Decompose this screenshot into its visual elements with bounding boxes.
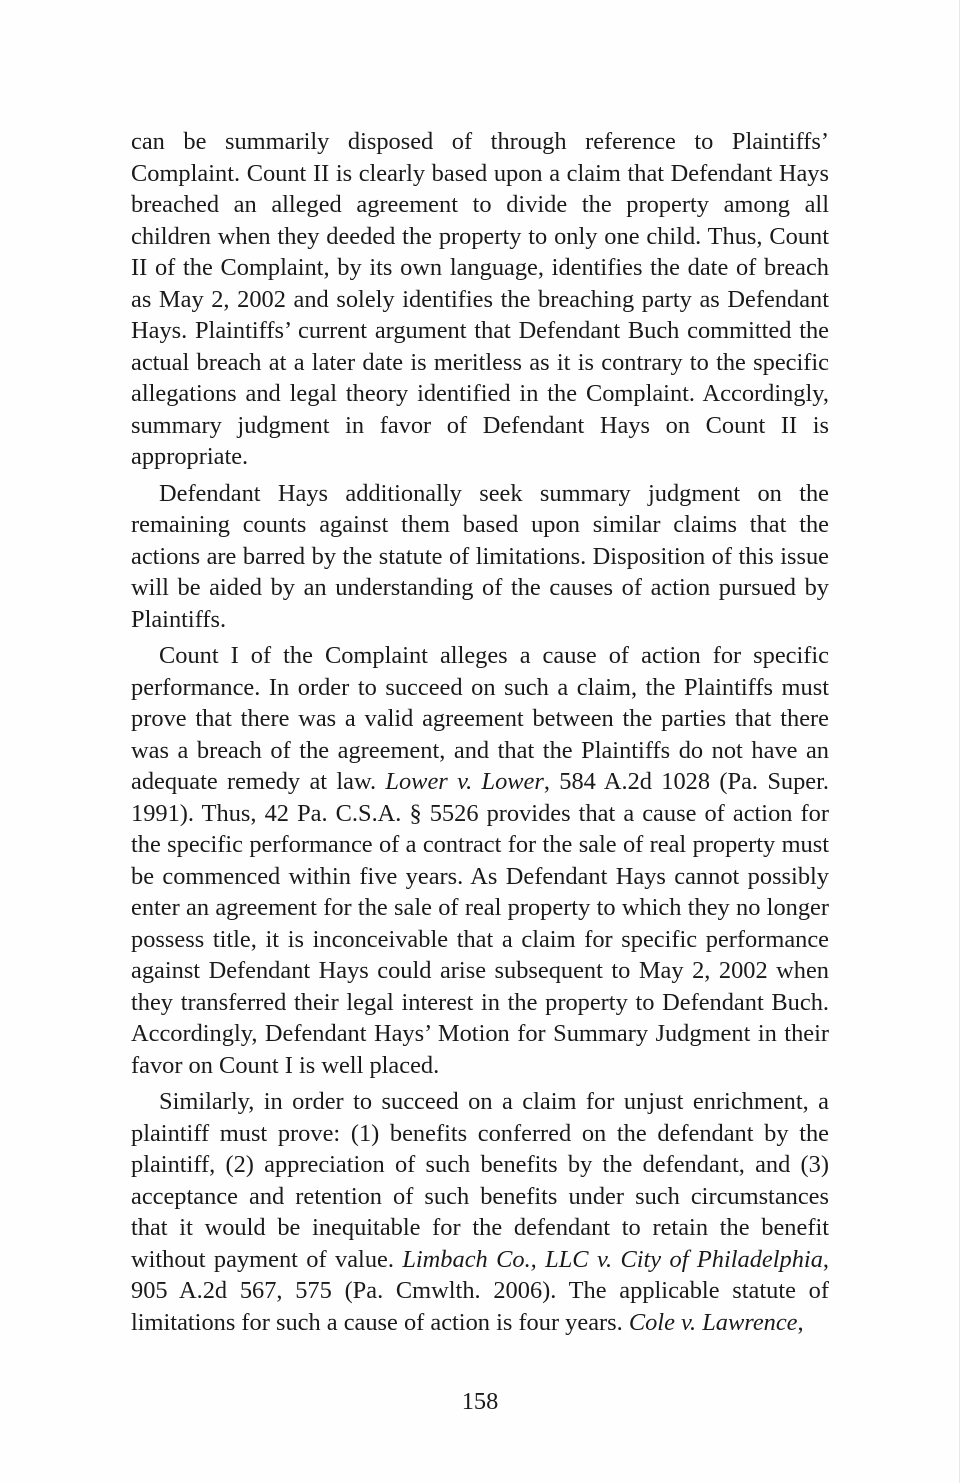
paragraph-text: , 905 A.2d 567, 575 (Pa. Cmwlth. 2006). The applicable statute of limitations for such a cause of action is four years. xyxy=(131,1245,829,1336)
paragraph-text: Similarly, in order to succeed on a claim for unjust enrichment, a plaintiff must prove: (1) benefits conferred on the defendant by the plaintiff, (2) appreciation of such benefits by the defendant, and (3) acceptance and retention of such benefits under such circumstances that it would be inequitable for the defendant to retain the benefit without payment of value. xyxy=(131,1088,829,1273)
paragraph-text: Count I of the Complaint alleges a cause of action for specific performance. In order to succeed on such a claim, the Plaintiffs must prove that there was a valid agreement between the parties that there was a breach of the agreement, and that the Plaintiffs do not have an adequate remedy at law. xyxy=(131,642,829,795)
paragraph xyxy=(131,640,829,1081)
case-citation: Lower v. Lower xyxy=(385,768,544,795)
case-citation: Cole v. Lawrence xyxy=(628,1308,798,1336)
paragraph-text: Defendant Hays additionally seek summary judgment on the remaining counts against them based upon similar claims that the actions are barred by the statute of limitations. Disposition of this issue will be aided by an understanding of the causes of action pursued by Plaintiffs. xyxy=(131,479,829,633)
paragraph-text: can be summarily disposed of through reference to Plaintiffs’ Complaint. Count II is clearly based upon a claim that Defendant Hays breached an alleged agreement to divide the property among all children when they deeded the property to only one child. Thus, Count II of the Complaint, by its own language, identifies the date of breach as May 2, 2002 and solely identifies the breaching party as Defendant Hays. Plaintiffs’ current argument that Defendant Buch committed the actual breach at a later date is meritless as it is contrary to the specific allegations and legal theory identified in the Complaint. Accordingly, summary judgment in favor of Defendant Hays on Count II is appropriate. xyxy=(131,128,829,470)
paragraph xyxy=(131,1086,829,1338)
paragraph-text: , 584 A.2d 1028 (Pa. Super. 1991). Thus, 42 Pa. C.S.A. § 5526 provides that a cause of action for the specific performance of a contract for the sale of real property must be commenced within five years. As Defendant Hays cannot possibly enter an agreement for the sale of real property to which they no longer possess title, it is inconceivable that a claim for specific performance against Defendant Hays could arise subsequent to May 2, 2002 when they transferred their legal interest in the property to Defendant Buch. Accordingly, Defendant Hays’ Motion for Summary Judgment in their favor on Count I is well placed. xyxy=(131,768,829,1079)
paragraph xyxy=(131,478,829,636)
paragraph-text: , xyxy=(797,1308,804,1336)
case-citation: Limbach Co., LLC v. City of Philadelphia xyxy=(402,1245,823,1273)
paragraph xyxy=(131,126,829,473)
page-number: 158 xyxy=(461,1388,499,1415)
body-text xyxy=(131,126,829,1343)
